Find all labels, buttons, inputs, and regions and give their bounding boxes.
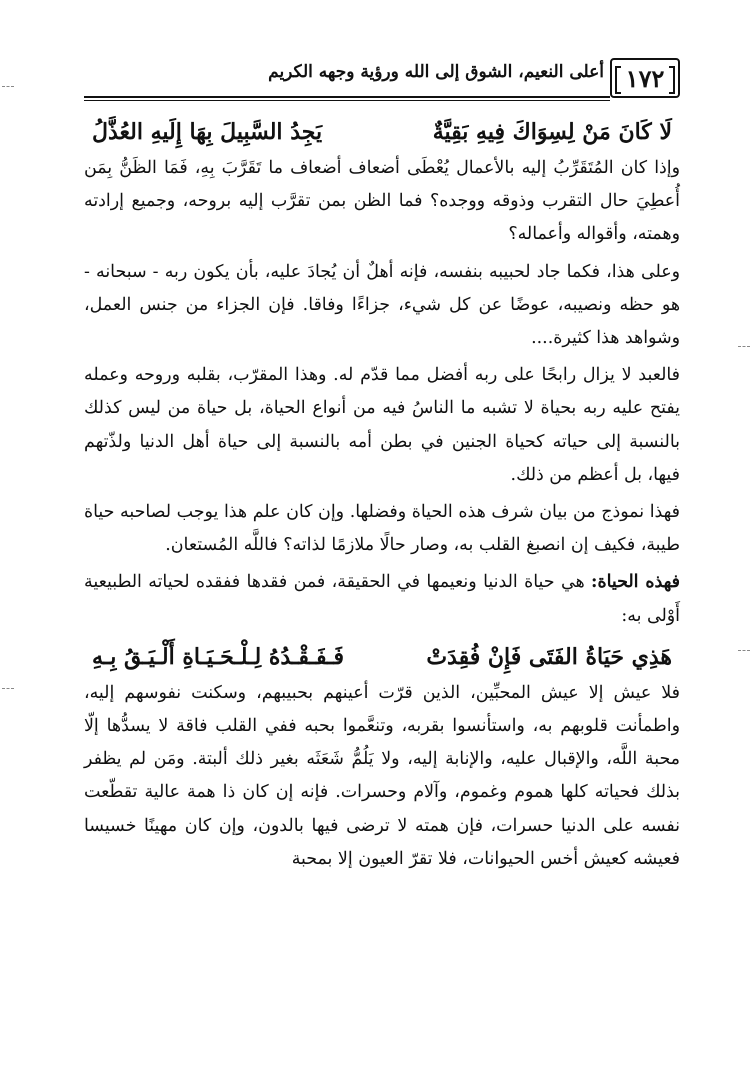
margin-tick xyxy=(738,346,750,347)
page-body xyxy=(84,112,680,880)
margin-tick xyxy=(2,688,14,689)
paragraph-3: فالعبد لا يزال رابحًا على ربه أفضل مما قدّم له. وهذا المقرّب، بقلبه وروحه وعمله يفتح عليه ربه بحياة لا تشبه ما الناسُ فيه من أنواع الحياة، بل حياة من ليس كذلك بالنسبة إلى حياته كحياة الجنين في بطن أمه بالنسبة إلى حياة أهل الدنيا ولذّتهم فيها، بل أعظم من ذلك. xyxy=(84,365,680,485)
verse-1-second-hemistich: يَجِدُ السَّبِيلَ بِهَا إِلَيهِ العُذَّلُ xyxy=(92,119,323,145)
poem-verse-2 xyxy=(84,637,680,677)
paragraph-5 xyxy=(84,566,680,632)
page-header xyxy=(84,58,680,98)
paragraph-5-term: فهذه الحياة: xyxy=(591,572,680,593)
paragraph-6: فلا عيش إلا عيش المحبِّين، الذين قرّت أعينهم بحبيبهم، وسكنت نفوسهم إليه، واطمأنت قلوبهم به، واستأنسوا بقربه، وتنعَّموا بحبه ففي القلب فاقة لا يسدُّها إلّا محبة اللَّه، والإقبال عليه، والإنابة إليه، ولا يَلُمُّ شَعَثَه بغير ذلك ألبتة. ومَن لم يظفر بذلك فحياته كلها هموم وغموم، وآلام وحسرات. فإنه إن كان ذا همة عالية تقطّعت نفسه على الدنيا حسرات، فإن همته لا ترضى فيها بالدون، وإن كان مهينًا خسيسا فعيشه كعيش أخس الحيوانات، فلا تقرّ العيون إلا بمحبة xyxy=(84,682,680,869)
margin-tick xyxy=(2,86,14,87)
margin-tick xyxy=(738,650,750,651)
paragraph-5-text: هي حياة الدنيا ونعيمها في الحقيقة، فمن فقدها ففقده لحياته الطبيعية أَوْلى به: xyxy=(84,572,680,626)
verse-1-first-hemistich: لَا كَانَ مَنْ لِسِوَاكَ فِيهِ بَقِيَّةٌ xyxy=(432,119,672,145)
header-divider xyxy=(84,96,610,98)
paragraph-2: وعلى هذا، فكما جاد لحبيبه بنفسه، فإنه أهلٌ أن يُجادَ عليه، بأن يكون ربه - سبحانه - هو حظه ونصيبه، عوضًا عن كل شيء، جزاءًا وفاقا. فإن الجزاء من جنس العمل، وشواهد هذا كثيرة.... xyxy=(84,261,680,349)
verse-2-second-hemistich: فَـفَـقْـدُهُ لِـلْـحَـيَـاةِ أَلْـيَـقُ بِـهِ xyxy=(92,643,345,670)
paragraph-4: فهذا نموذج من بيان شرف هذه الحياة وفضلها. وإن كان علم هذا يوجب لصاحبه حياة طيبة، فكيف إن انصبغ القلب به، وصار حالًا ملازمًا لذاته؟ فاللَّه المُستعان. xyxy=(84,502,680,556)
page-number xyxy=(610,58,680,98)
paragraph-1: وإذا كان المُتَقَرِّبُ إليه بالأعمال يُعْطَى أضعاف أضعاف ما تَقَرَّبَ بِهِ، فَمَا الظَنُّ بِمَن أُعطِيَ حال التقرب وذوقه ووجده؟ فما الظن بمن تقرَّب إليه بروحه، وجميع إرادته وهمته، وأقواله وأعماله؟ xyxy=(84,158,680,245)
verse-2-first-hemistich: هَذِي حَيَاةُ الفَتَى فَإِنْ فُقِدَتْ xyxy=(426,643,672,670)
page-number-text: ١٧٢ xyxy=(625,63,665,93)
running-title: أعلى النعيم، الشوق إلى الله ورؤية وجهه الكريم xyxy=(268,62,604,82)
poem-verse-1 xyxy=(84,112,680,152)
